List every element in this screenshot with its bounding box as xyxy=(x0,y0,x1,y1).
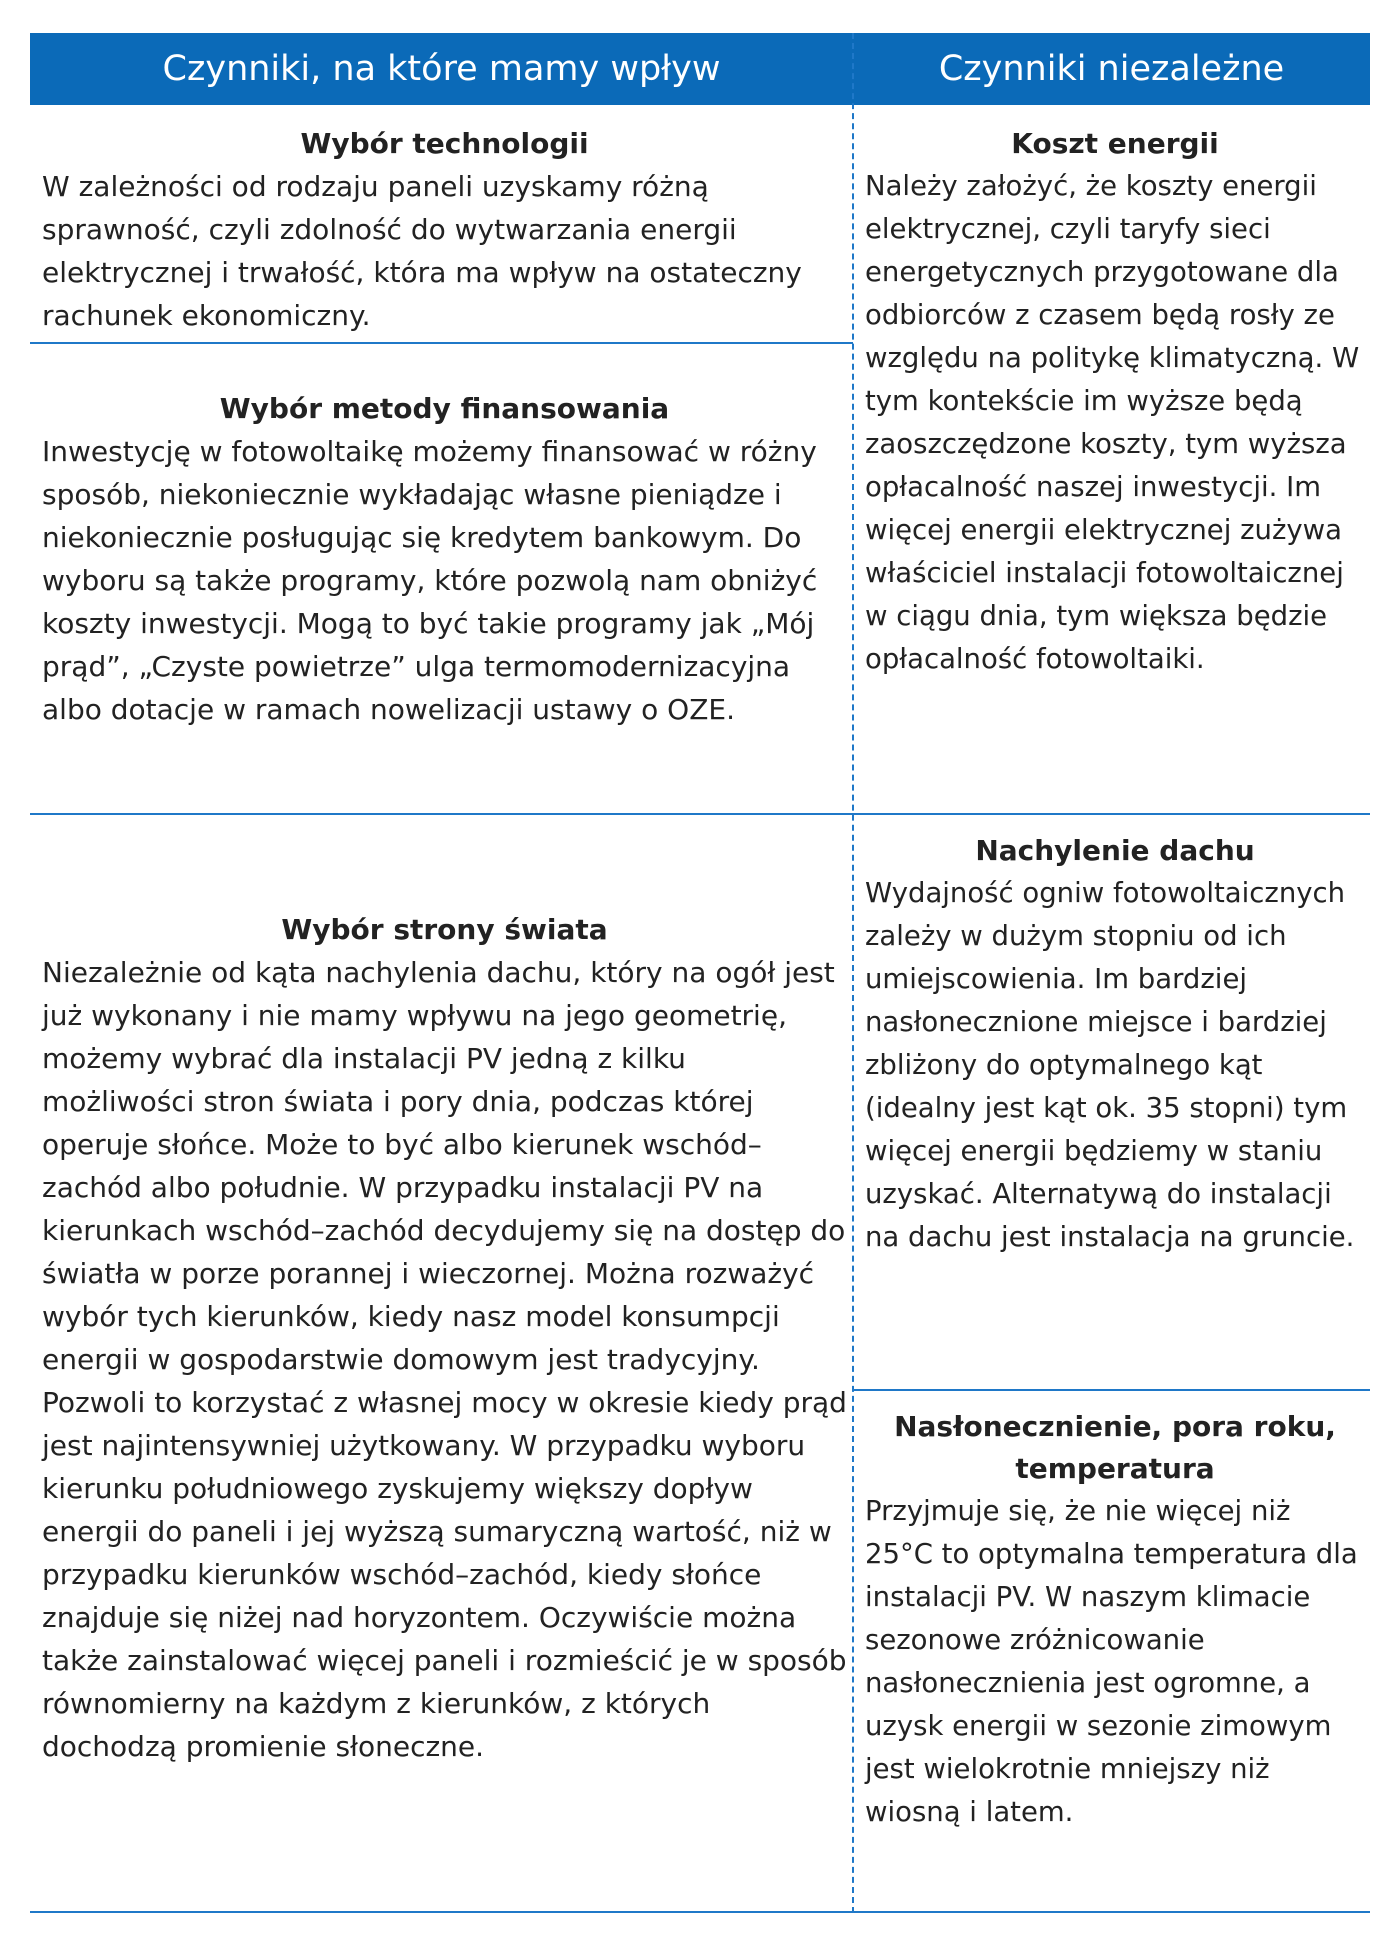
factor-title: Nachylenie dachu xyxy=(975,834,1255,867)
factor-title: Wybór technologii xyxy=(300,127,589,160)
factor-description: Wydajność ogniw fotowoltaicznych zależy w dużym stopniu od ich umiejscowienia. Im bardziej nasłonecznione miejsce i bardziej zbliżony do optymalnego kąt (idealny jest kąt ok. 35 stopni) tym więcej energii będziemy w staniu uzyskać. Alternatywą do instalacji na dachu jest instalacja na gruncie. xyxy=(865,877,1355,1253)
header-independent-factors: Czynniki niezależne xyxy=(853,33,1370,105)
factor-financing xyxy=(42,388,847,731)
row-divider xyxy=(30,342,853,344)
table-bottom-rule xyxy=(30,1911,1370,1913)
header-controllable-factors: Czynniki, na które mamy wpływ xyxy=(30,33,853,105)
row-divider xyxy=(30,813,1370,815)
factor-insolation-season-temperature xyxy=(865,1406,1365,1834)
factors-table xyxy=(30,33,1370,1913)
factor-title: Koszt energii xyxy=(1011,127,1219,160)
factor-title: Nasłonecznienie, pora roku, temperatura xyxy=(894,1410,1336,1485)
factor-roof-pitch xyxy=(865,830,1365,1259)
factor-description: Należy założyć, że koszty energii elektrycznej, czyli taryfy sieci energetycznych przygotowane dla odbiorców z czasem będą rosły ze względu na politykę klimatyczną. W tym kontekście im wyższe będą zaoszczędzone koszty, tym wyższa opłacalność naszej inwestycji. Im więcej energii elektrycznej zużywa właściciel instalacji fotowoltaicznej w ciągu dnia, tym większa będzie opłacalność fotowoltaiki. xyxy=(865,170,1360,675)
factor-technology xyxy=(42,123,847,337)
factor-description: Przyjmuje się, że nie więcej niż 25°C to optymalna temperatura dla instalacji PV. W naszym klimacie sezonowe zróżnicowanie nasłonecznienia jest ogromne, a uzysk energii w sezonie zimowym jest wielokrotnie mniejszy niż wiosną i latem. xyxy=(865,1495,1358,1828)
factor-energy-cost xyxy=(865,123,1365,681)
factor-title: Wybór metody finansowania xyxy=(219,392,670,425)
row-divider xyxy=(853,1389,1370,1391)
factor-title: Wybór strony świata xyxy=(281,913,608,946)
factor-description: Niezależnie od kąta nachylenia dachu, który na ogół jest już wykonany i nie mamy wpływu na jego geometrię, możemy wybrać dla instalacji PV jedną z kilku możliwości stron świata i pory dnia, podczas której operuje słońce. Może to być albo kierunek wschód–zachód albo południe. W przypadku instalacji PV na kierunkach wschód–zachód decydujemy się na dostęp do światła w porze porannej i wieczornej. Można rozważyć wybór tych kierunków, kiedy nasz model konsumpcji energii w gospodarstwie domowym jest tradycyjny. Pozwoli to korzystać z własnej mocy w okresie kiedy prąd jest najintensywniej użytkowany. W przypadku wyboru kierunku południowego zyskujemy większy dopływ energii do paneli i jej wyższą sumaryczną wartość, niż w przypadku kierunków wschód–zachód, kiedy słońce znajduje się niżej nad horyzontem. Oczywiście można także zainstalować więcej paneli i rozmieścić je w sposób równomierny na każdym z kierunków, z których dochodzą promienie słoneczne. xyxy=(42,956,847,1763)
factor-description: W zależności od rodzaju paneli uzyskamy różną sprawność, czyli zdolność do wytwarzania energii elektrycznej i trwałość, która ma wpływ na ostateczny rachunek ekonomiczny. xyxy=(42,170,802,332)
factor-cardinal-direction xyxy=(42,909,847,1768)
column-divider xyxy=(852,33,854,1913)
factor-description: Inwestycję w fotowoltaikę możemy finansować w różny sposób, niekoniecznie wykładając własne pieniądze i niekoniecznie posługując się kredytem bankowym. Do wyboru są także programy, które pozwolą nam obniżyć koszty inwestycji. Mogą to być takie programy jak „Mój prąd”, „Czyste powietrze” ulga termomodernizacyjna albo dotacje w ramach nowelizacji ustawy o OZE. xyxy=(42,435,818,726)
